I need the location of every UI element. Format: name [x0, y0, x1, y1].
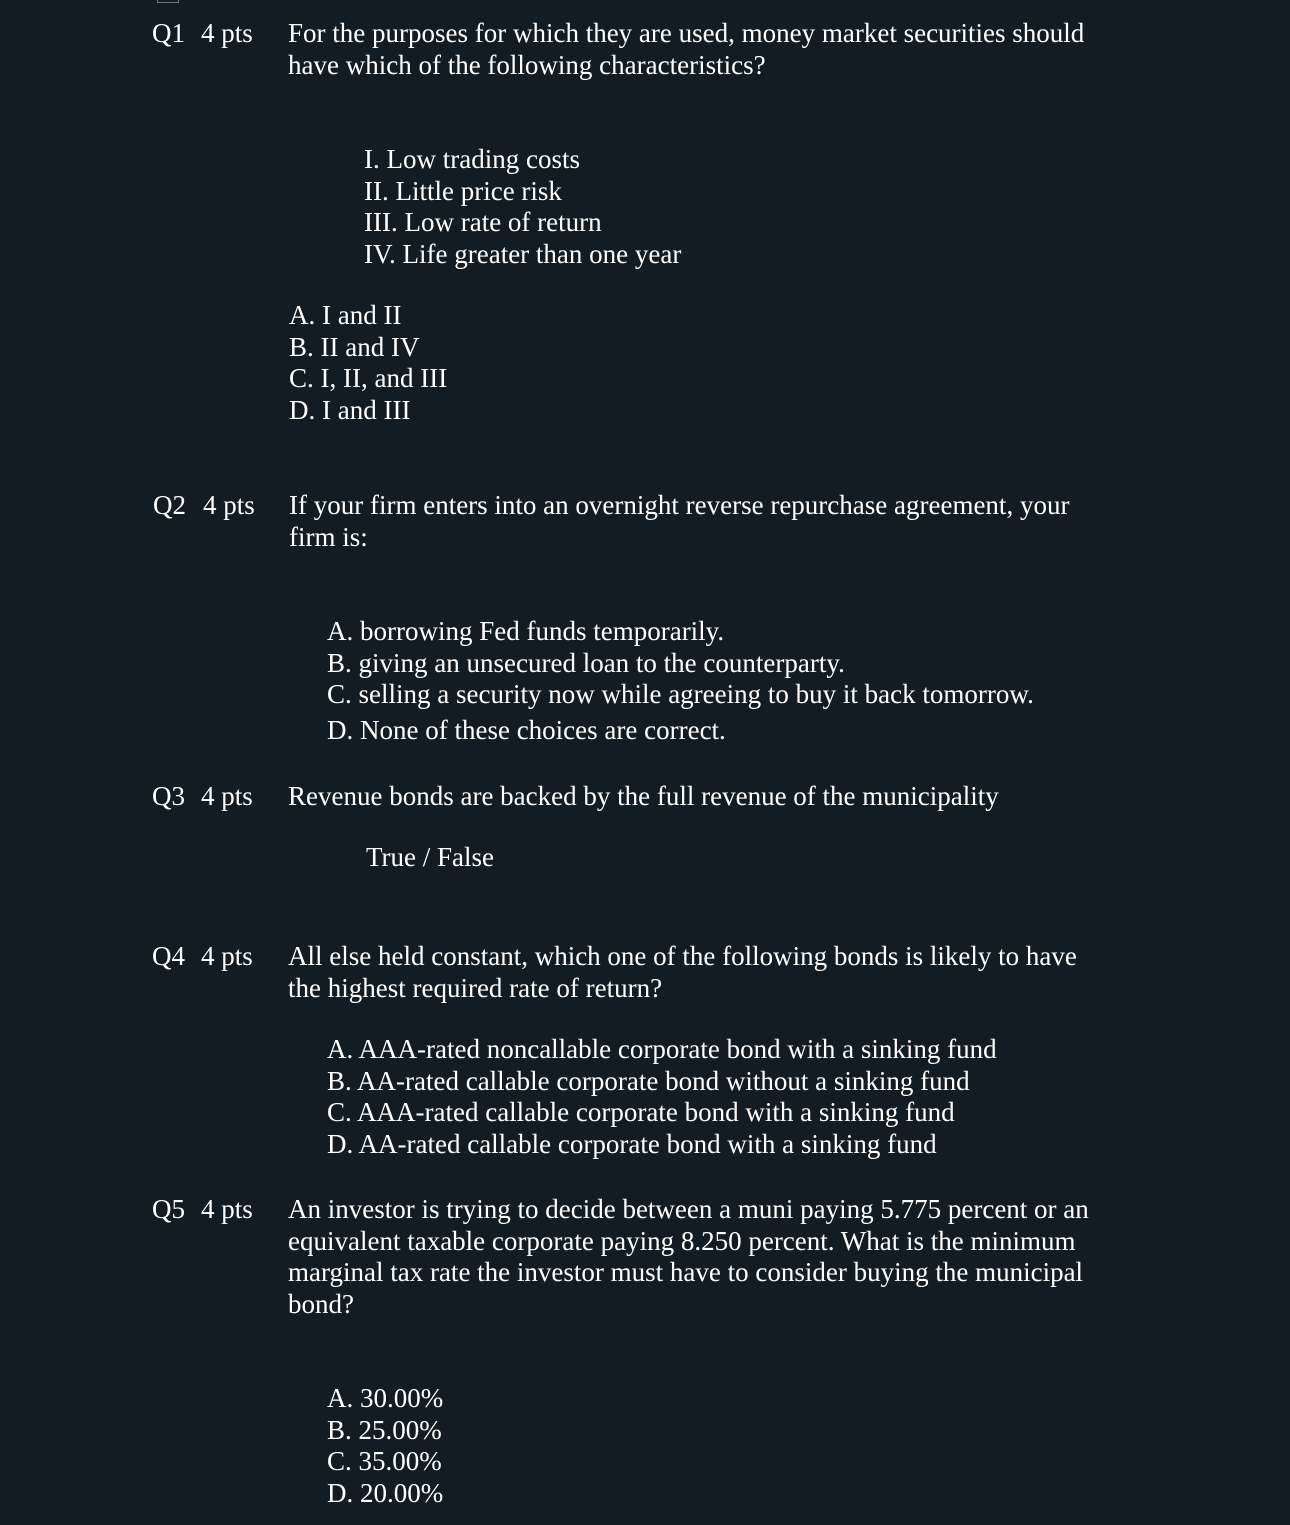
option-d[interactable]: D. I and III: [289, 394, 411, 425]
statement-item: III. Low rate of return: [364, 207, 602, 238]
question-text: Revenue bonds are backed by the full revenue of the municipality: [288, 781, 999, 811]
option-c[interactable]: C. AAA-rated callable corporate bond with a sinking fund: [327, 1097, 955, 1128]
question-points: 4 pts: [201, 781, 253, 811]
question-text: If your firm enters into an overnight reverse repurchase agreement, your firm is:: [289, 490, 1070, 552]
question-points: 4 pts: [201, 1194, 253, 1224]
option-c[interactable]: C. selling a security now while agreeing to buy it back tomorrow.: [327, 679, 1034, 710]
option-b[interactable]: B. AA-rated callable corporate bond without a sinking fund: [327, 1065, 970, 1096]
option-c[interactable]: C. I, II, and III: [289, 363, 448, 394]
statement-item: IV. Life greater than one year: [364, 238, 682, 269]
question-number: Q3: [152, 781, 185, 811]
page-corner-mark: [157, 0, 179, 3]
option-list: [289, 300, 447, 426]
question-number: Q2: [153, 490, 186, 520]
option-list: [327, 1383, 443, 1509]
question-points: 4 pts: [203, 490, 255, 520]
option-b[interactable]: B. 25.00%: [327, 1414, 442, 1445]
option-d[interactable]: D. None of these choices are correct.: [327, 714, 726, 745]
question-text: For the purposes for which they are used, money market securities should have which of the following characteristics?: [288, 18, 1085, 80]
option-d[interactable]: D. AA-rated callable corporate bond with a sinking fund: [327, 1128, 937, 1159]
question-number: Q5: [152, 1194, 185, 1224]
question-text: An investor is trying to decide between a muni paying 5.775 percent or an equivalent taxable corporate paying 8.250 percent. What is the minimum marginal tax rate the investor must have to consider buying the municipal bond?: [288, 1194, 1089, 1319]
option-list: [327, 1034, 997, 1160]
statement-list: [364, 144, 681, 270]
true-false-choice[interactable]: True / False: [366, 842, 495, 872]
statement-item: II. Little price risk: [364, 175, 562, 206]
question-text: All else held constant, which one of the following bonds is likely to have the highest required rate of return?: [288, 941, 1077, 1003]
option-b[interactable]: B. giving an unsecured loan to the counterparty.: [327, 647, 845, 678]
question-points: 4 pts: [201, 941, 253, 971]
question-points: 4 pts: [201, 18, 253, 48]
option-list: [327, 616, 1034, 746]
question-number: Q4: [152, 941, 185, 971]
option-a[interactable]: A. 30.00%: [327, 1383, 444, 1413]
question-number: Q1: [152, 18, 185, 48]
option-c[interactable]: C. 35.00%: [327, 1446, 442, 1477]
option-b[interactable]: B. II and IV: [289, 331, 420, 362]
option-d[interactable]: D. 20.00%: [327, 1477, 444, 1508]
statement-item: I. Low trading costs: [364, 144, 580, 174]
option-a[interactable]: A. I and II: [289, 300, 402, 330]
option-a[interactable]: A. borrowing Fed funds temporarily.: [327, 616, 725, 646]
option-a[interactable]: A. AAA-rated noncallable corporate bond with a sinking fund: [327, 1034, 997, 1064]
